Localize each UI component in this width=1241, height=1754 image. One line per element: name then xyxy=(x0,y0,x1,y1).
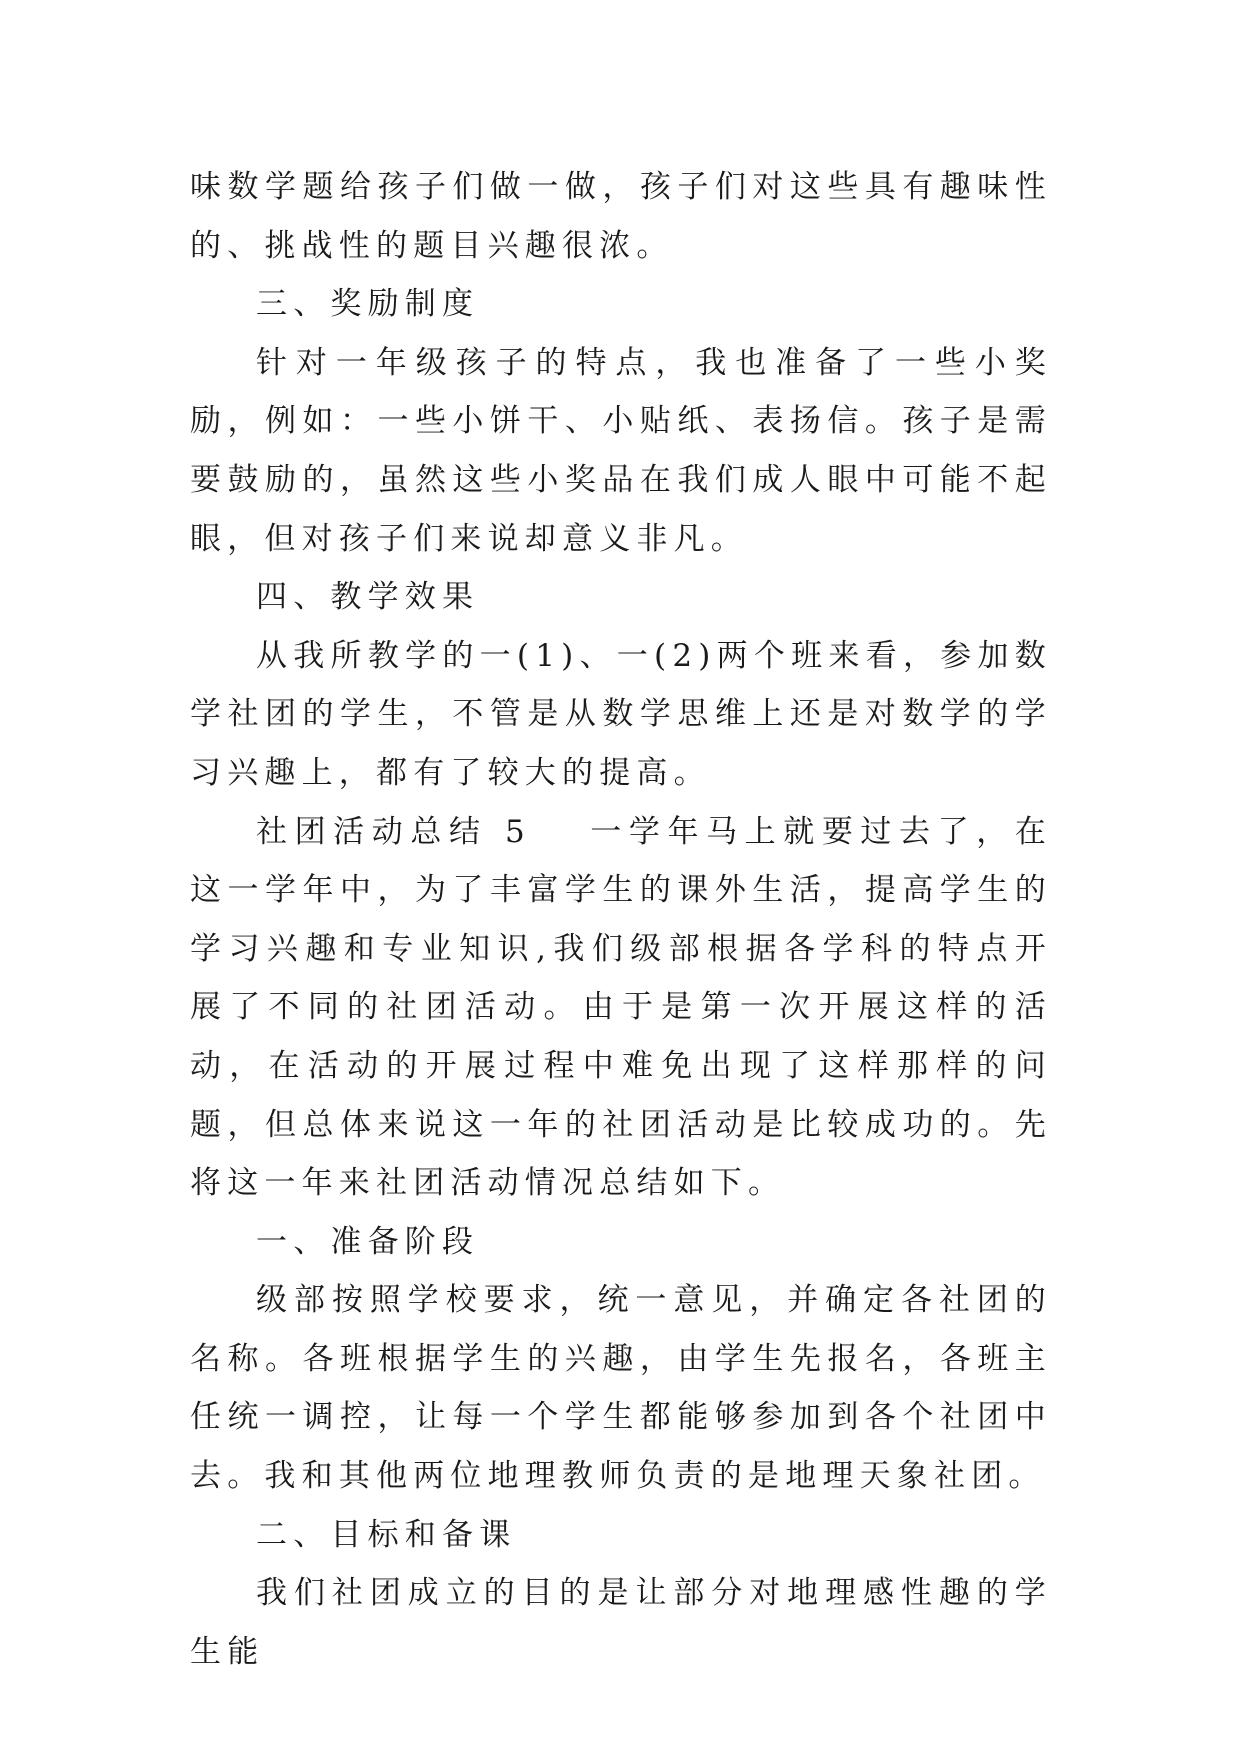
paragraph-summary-5 xyxy=(190,803,1052,1213)
section-heading-preparation: 一、准备阶段 xyxy=(256,1223,480,1260)
document-body xyxy=(190,158,1052,1681)
section-heading-reward-system: 三、奖励制度 xyxy=(256,286,480,323)
section-heading-teaching-effect: 四、教学效果 xyxy=(256,579,480,616)
paragraph-continuation: 味数学题给孩子们做一做，孩子们对这些具有趣味性的、挑战性的题目兴趣很浓。 xyxy=(190,169,1052,264)
paragraph-preparation: 级部按照学校要求，统一意见，并确定各社团的名称。各班根据学生的兴趣，由学生先报名，各班主任统一调控，让每一个学生都能够参加到各个社团中去。我和其他两位地理教师负责的是地理天象社团。 xyxy=(190,1282,1052,1495)
section-heading-goals: 二、目标和备课 xyxy=(256,1516,517,1553)
summary-text: 一学年马上就要过去了，在这一学年中，为了丰富学生的课外生活，提高学生的学习兴趣和专业知识,我们级部根据各学科的特点开展了不同的社团活动。由于是第一次开展这样的活动，在活动的开展过程中难免出现了这样那样的问题，但总体来说这一年的社团活动是比较成功的。先将这一年来社团活动情况总结如下。 xyxy=(190,813,1052,1202)
paragraph-teaching-effect: 从我所教学的一(1)、一(2)两个班来看，参加数学社团的学生，不管是从数学思维上还是对数学的学习兴趣上，都有了较大的提高。 xyxy=(190,637,1052,791)
paragraph-goals: 我们社团成立的目的是让部分对地理感性趣的学生能 xyxy=(190,1575,1052,1670)
summary-title: 社团活动总结 5 xyxy=(256,813,531,850)
paragraph-rewards: 针对一年级孩子的特点，我也准备了一些小奖励，例如：一些小饼干、小贴纸、表扬信。孩子是需要鼓励的，虽然这些小奖品在我们成人眼中可能不起眼，但对孩子们来说却意义非凡。 xyxy=(190,344,1052,557)
